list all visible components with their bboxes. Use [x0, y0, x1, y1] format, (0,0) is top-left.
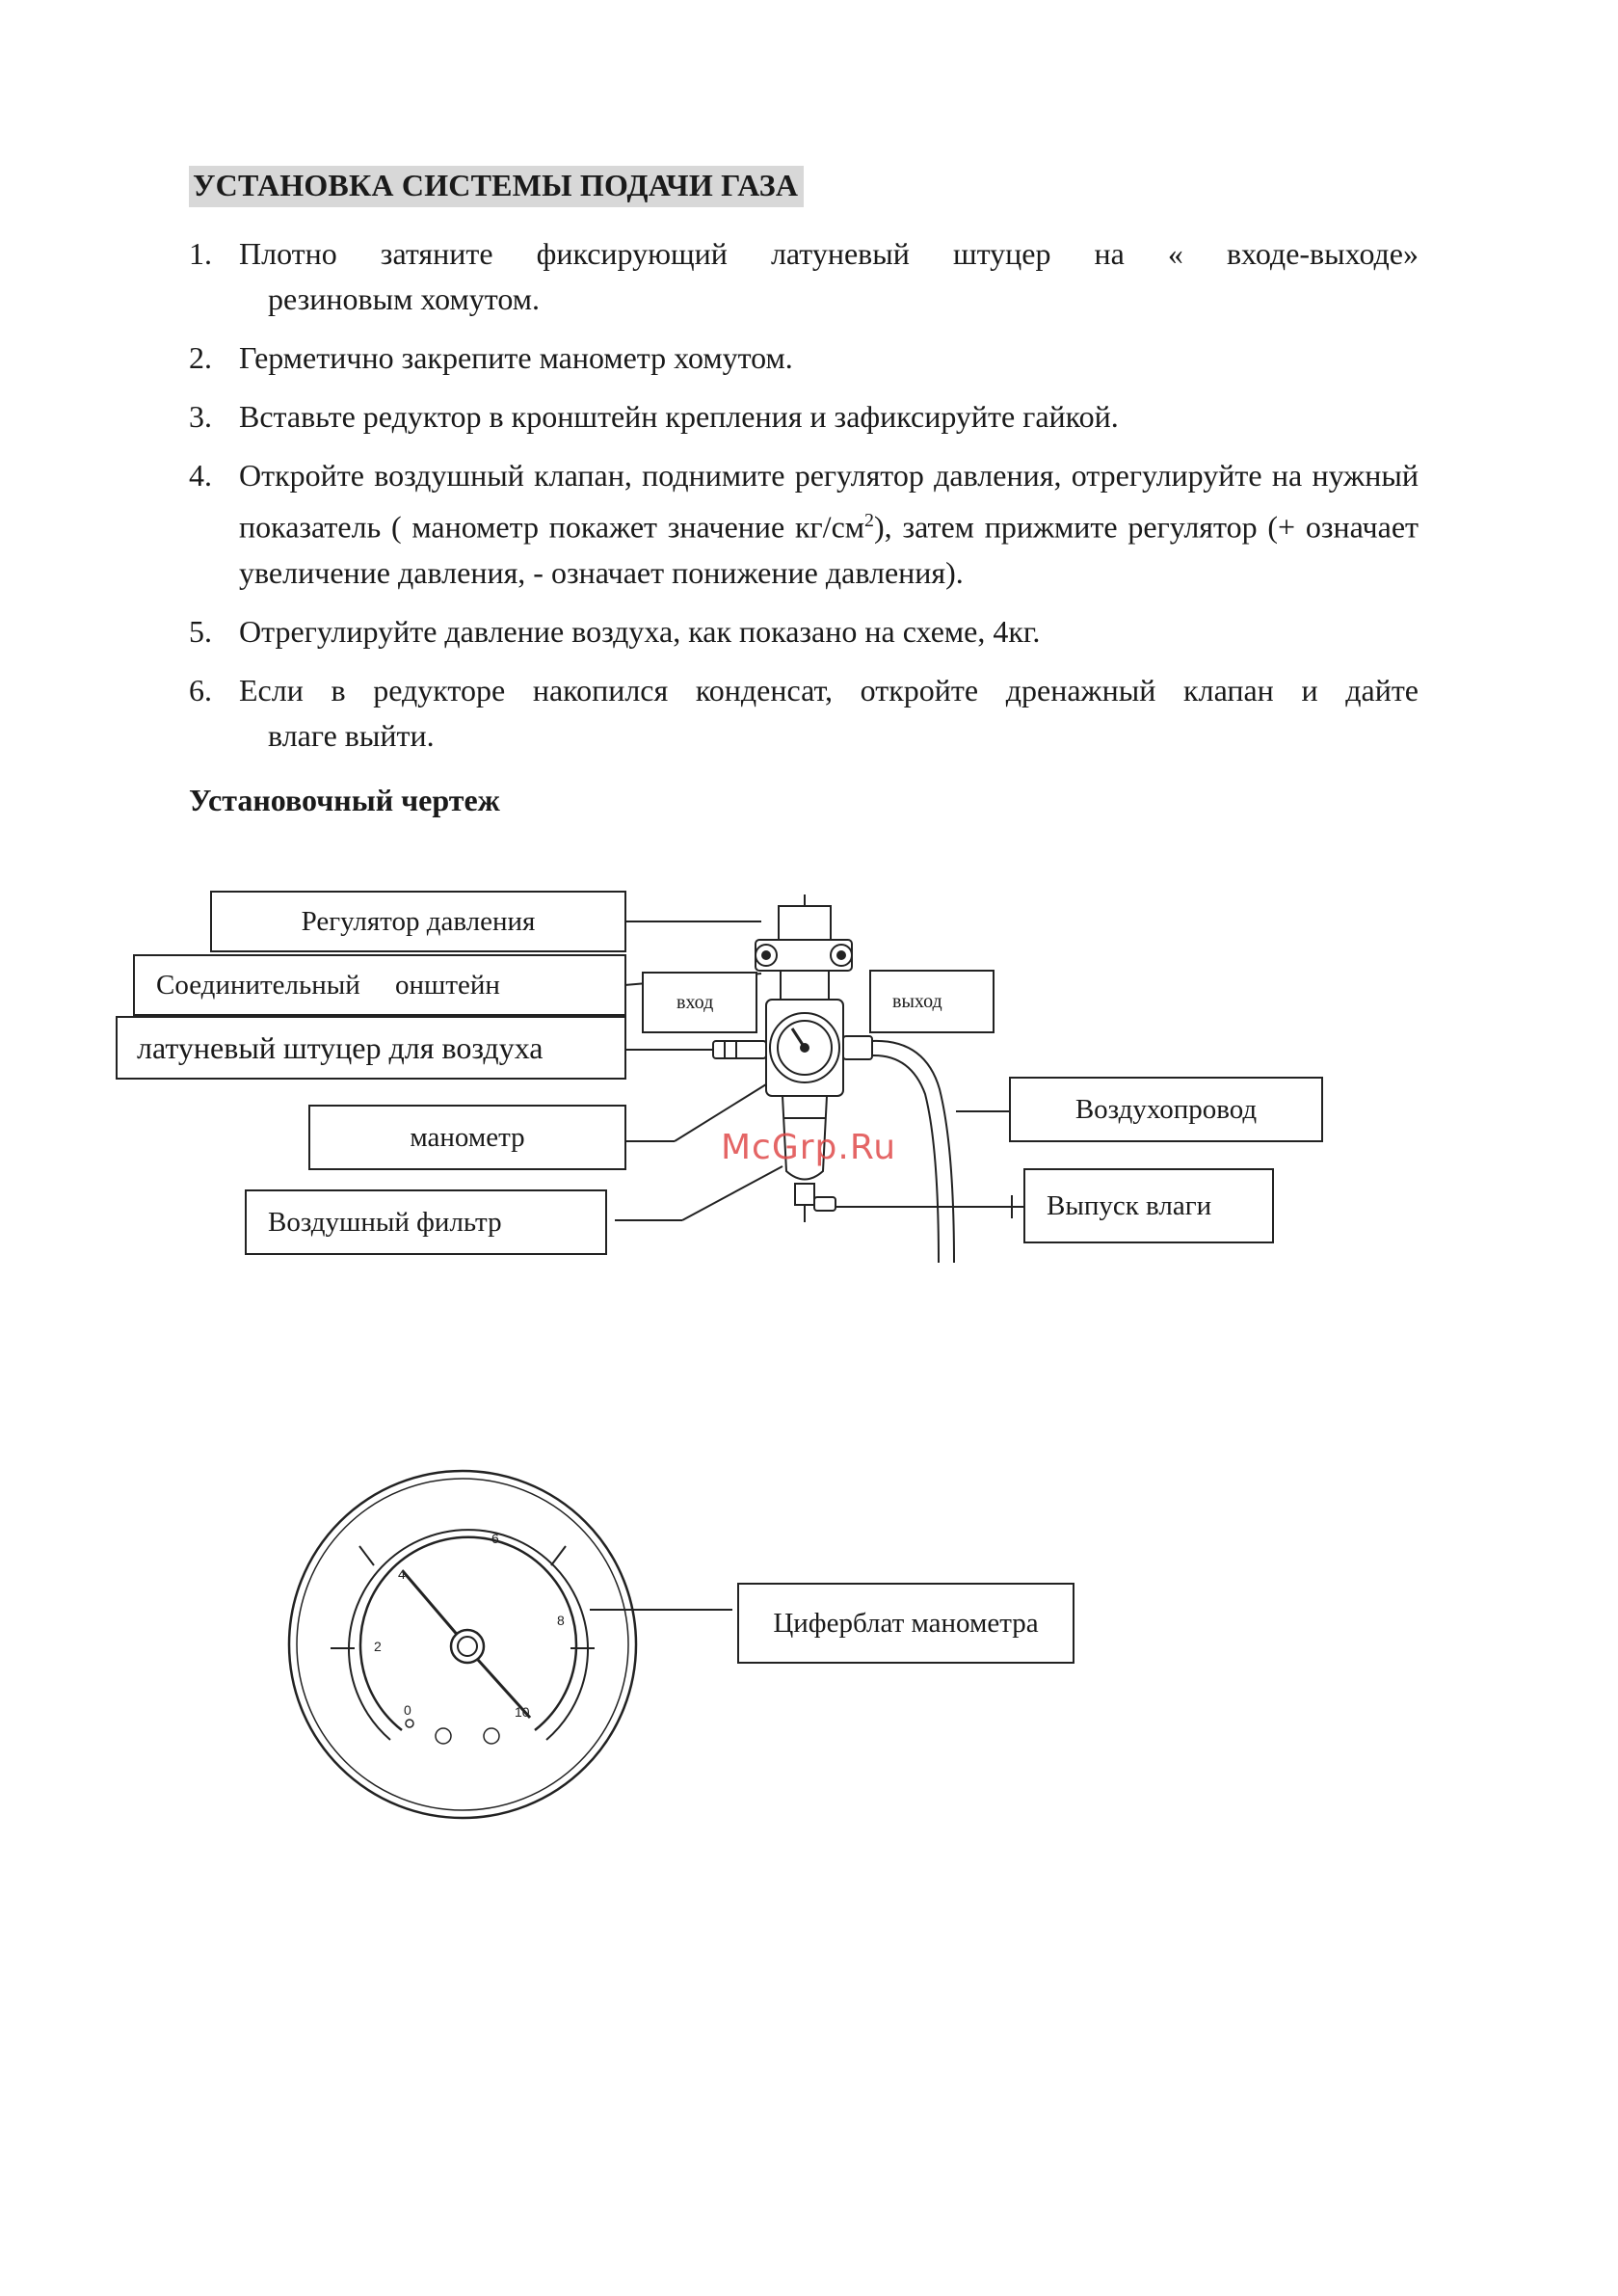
- step-text: Откройте воздушный клапан, поднимите регулятор давления, отрегулируйте на нужный показатель ( манометр покажет значение кг/см: [239, 458, 1419, 545]
- dial-number: 4: [398, 1566, 406, 1582]
- label-dial: Циферблат манометра: [737, 1583, 1074, 1664]
- label-manometer: манометр: [308, 1105, 626, 1170]
- step-number: 4.: [189, 458, 212, 493]
- regulator-neck: [781, 971, 829, 1000]
- step-text-cont: резиновым хомутом.: [268, 281, 540, 316]
- drain-valve: [795, 1184, 814, 1205]
- reducer-device: [713, 894, 872, 1222]
- step-number: 2.: [189, 340, 212, 375]
- outlet-fitting: [843, 1036, 872, 1059]
- label-air-pipe: Воздухопровод: [1009, 1077, 1323, 1142]
- step-number: 6.: [189, 672, 212, 707]
- step-text: Герметично закрепите манометр хомутом.: [239, 340, 793, 375]
- inlet-fitting: [713, 1041, 766, 1058]
- step-text: Отрегулируйте давление воздуха, как показано на схеме, 4кг.: [239, 613, 1041, 649]
- label-inlet: вход: [642, 972, 757, 1033]
- label-fitting: латуневый штуцер для воздуха: [116, 1016, 626, 1080]
- step-text: Вставьте редуктор в кронштейн крепления и зафиксируйте гайкой.: [239, 399, 1119, 434]
- superscript: 2: [864, 510, 875, 531]
- watermark: McGrp.Ru: [721, 1128, 897, 1167]
- step-text-cont: влаге выйти.: [268, 717, 435, 753]
- step-text-cont: ), затем прижмите регулятор (+ означает увеличение давления, - означает понижение давления).: [239, 509, 1419, 590]
- dial-number: 6: [491, 1531, 499, 1546]
- dial-number: 2: [374, 1639, 382, 1654]
- step-text: Плотно затяните фиксирующий латуневый штуцер на « входе-выходе»: [239, 236, 1419, 271]
- step-number: 5.: [189, 613, 212, 649]
- label-filter: Воздушный фильтр: [245, 1189, 607, 1255]
- page-title: УСТАНОВКА СИСТЕМЫ ПОДАЧИ ГАЗА: [189, 166, 804, 207]
- label-drain: Выпуск влаги: [1023, 1168, 1274, 1243]
- label-regulator: Регулятор давления: [210, 891, 626, 952]
- dial-illustration: [289, 1471, 636, 1818]
- section-subtitle: Установочный чертеж: [189, 783, 500, 817]
- leader-filter-b: [682, 1166, 782, 1220]
- step-number: 3.: [189, 399, 212, 434]
- dial-number: 8: [557, 1613, 565, 1628]
- dial-number: 10: [515, 1704, 530, 1720]
- label-bracket: Соединительный онштейн: [133, 954, 626, 1016]
- step-text: Если в редукторе накопился конденсат, откройте дренажный клапан и дайте: [239, 672, 1419, 707]
- dial-number: 0: [404, 1702, 411, 1718]
- step-number: 1.: [189, 236, 212, 271]
- label-outlet: выход: [869, 970, 995, 1033]
